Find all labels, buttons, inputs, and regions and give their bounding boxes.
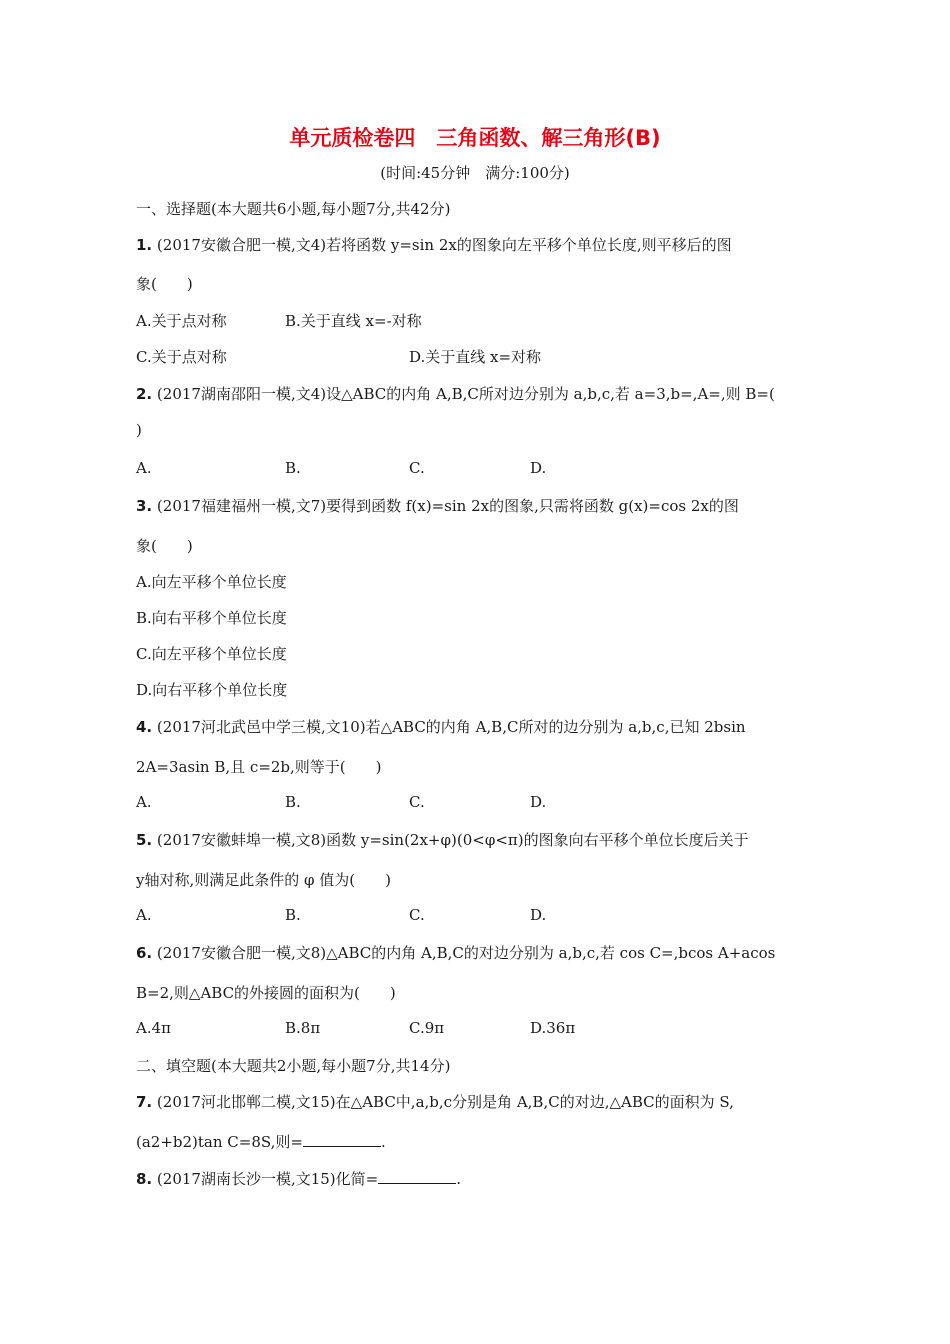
exam-time-score: (时间:45分钟 满分:100分) bbox=[380, 164, 570, 182]
question-1-options-row-2 bbox=[136, 346, 836, 370]
question-6-options bbox=[136, 1019, 836, 1043]
question-text: (2017安徽合肥一模,文8)△ABC的内角 A,B,C的对边分别为 a,b,c,若 cos C=,bcos A+acos bbox=[156, 944, 776, 962]
option-a[interactable]: A. bbox=[136, 906, 152, 924]
option-d[interactable]: D. bbox=[530, 793, 547, 811]
option-c[interactable]: C. bbox=[409, 459, 425, 477]
option-d[interactable]: D. bbox=[530, 906, 547, 924]
question-text-end: . bbox=[456, 1170, 462, 1188]
question-7-line-2 bbox=[136, 1131, 386, 1152]
question-1-line-2: 象( ) bbox=[136, 275, 193, 293]
option-a[interactable]: A. bbox=[136, 793, 152, 811]
question-5-line-2: y轴对称,则满足此条件的 φ 值为( ) bbox=[136, 871, 391, 889]
question-number: 2. bbox=[136, 385, 153, 403]
section-heading-choice: 一、选择题(本大题共6小题,每小题7分,共42分) bbox=[136, 200, 451, 218]
question-number: 5. bbox=[136, 831, 153, 849]
question-2-options bbox=[136, 459, 836, 483]
question-text: (2017湖南邵阳一模,文4)设△ABC的内角 A,B,C所对边分别为 a,b,c,若 a=3,b=,A=,则 B=( bbox=[156, 385, 775, 403]
question-number: 4. bbox=[136, 718, 153, 736]
question-4-line-2: 2A=3asin B,且 c=2b,则等于( ) bbox=[136, 758, 382, 776]
question-3-line-2: 象( ) bbox=[136, 537, 193, 555]
question-text: (2017湖南长沙一模,文15)化简= bbox=[156, 1170, 379, 1188]
question-2-line-1 bbox=[136, 383, 775, 404]
option-b[interactable]: B. bbox=[285, 459, 301, 477]
option-c[interactable]: C. bbox=[409, 793, 425, 811]
option-c[interactable]: C.9π bbox=[409, 1019, 445, 1037]
question-number: 3. bbox=[136, 497, 153, 515]
option-c[interactable]: C.向左平移个单位长度 bbox=[136, 645, 287, 663]
question-text: (2017河北武邑中学三模,文10)若△ABC的内角 A,B,C所对的边分别为 a,b,c,已知 2bsin bbox=[156, 718, 746, 736]
question-4-line-1 bbox=[136, 716, 746, 737]
question-6-line-1 bbox=[136, 942, 775, 963]
option-b[interactable]: B.8π bbox=[285, 1019, 321, 1037]
option-d[interactable]: D. bbox=[530, 459, 547, 477]
section-heading-fill-in: 二、填空题(本大题共2小题,每小题7分,共14分) bbox=[136, 1057, 451, 1075]
option-d[interactable]: D.关于直线 x=对称 bbox=[409, 348, 542, 366]
question-text: (2017河北邯郸二模,文15)在△ABC中,a,b,c分别是角 A,B,C的对边,△ABC的面积为 S, bbox=[156, 1093, 734, 1111]
question-number: 6. bbox=[136, 944, 153, 962]
option-b[interactable]: B.向右平移个单位长度 bbox=[136, 609, 287, 627]
question-text: (a2+b2)tan C=8S,则= bbox=[136, 1133, 303, 1151]
question-number: 1. bbox=[136, 236, 153, 254]
option-d[interactable]: D.向右平移个单位长度 bbox=[136, 681, 288, 699]
answer-blank[interactable] bbox=[303, 1132, 381, 1147]
answer-blank[interactable] bbox=[378, 1169, 456, 1184]
option-c[interactable]: C.关于点对称 bbox=[136, 348, 227, 366]
question-2-line-2: ) bbox=[136, 421, 142, 439]
question-5-line-1 bbox=[136, 829, 749, 850]
question-4-options bbox=[136, 793, 836, 817]
option-a[interactable]: A. bbox=[136, 459, 152, 477]
question-number: 8. bbox=[136, 1170, 153, 1188]
question-text: (2017安徽蚌埠一模,文8)函数 y=sin(2x+φ)(0<φ<π)的图象向右平移个单位长度后关于 bbox=[156, 831, 749, 849]
option-b[interactable]: B.关于直线 x=-对称 bbox=[285, 312, 422, 330]
question-text: (2017安徽合肥一模,文4)若将函数 y=sin 2x的图象向左平移个单位长度,则平移后的图 bbox=[156, 236, 732, 254]
option-b[interactable]: B. bbox=[285, 906, 301, 924]
question-5-options bbox=[136, 906, 836, 930]
option-a[interactable]: A.关于点对称 bbox=[136, 312, 227, 330]
question-1-line-1 bbox=[136, 234, 732, 255]
option-b[interactable]: B. bbox=[285, 793, 301, 811]
option-c[interactable]: C. bbox=[409, 906, 425, 924]
option-a[interactable]: A.4π bbox=[136, 1019, 172, 1037]
question-text-end: . bbox=[380, 1133, 386, 1151]
option-a[interactable]: A.向左平移个单位长度 bbox=[136, 573, 287, 591]
question-number: 7. bbox=[136, 1093, 153, 1111]
option-d[interactable]: D.36π bbox=[530, 1019, 576, 1037]
question-3-line-1 bbox=[136, 495, 739, 516]
question-1-options-row-1 bbox=[136, 310, 836, 334]
question-7-line-1 bbox=[136, 1091, 734, 1112]
question-text: (2017福建福州一模,文7)要得到函数 f(x)=sin 2x的图象,只需将函数 g(x)=cos 2x的图 bbox=[156, 497, 739, 515]
question-6-line-2: B=2,则△ABC的外接圆的面积为( ) bbox=[136, 984, 396, 1002]
question-8-line-1 bbox=[136, 1168, 461, 1189]
page-title: 单元质检卷四 三角函数、解三角形(B) bbox=[289, 126, 661, 150]
